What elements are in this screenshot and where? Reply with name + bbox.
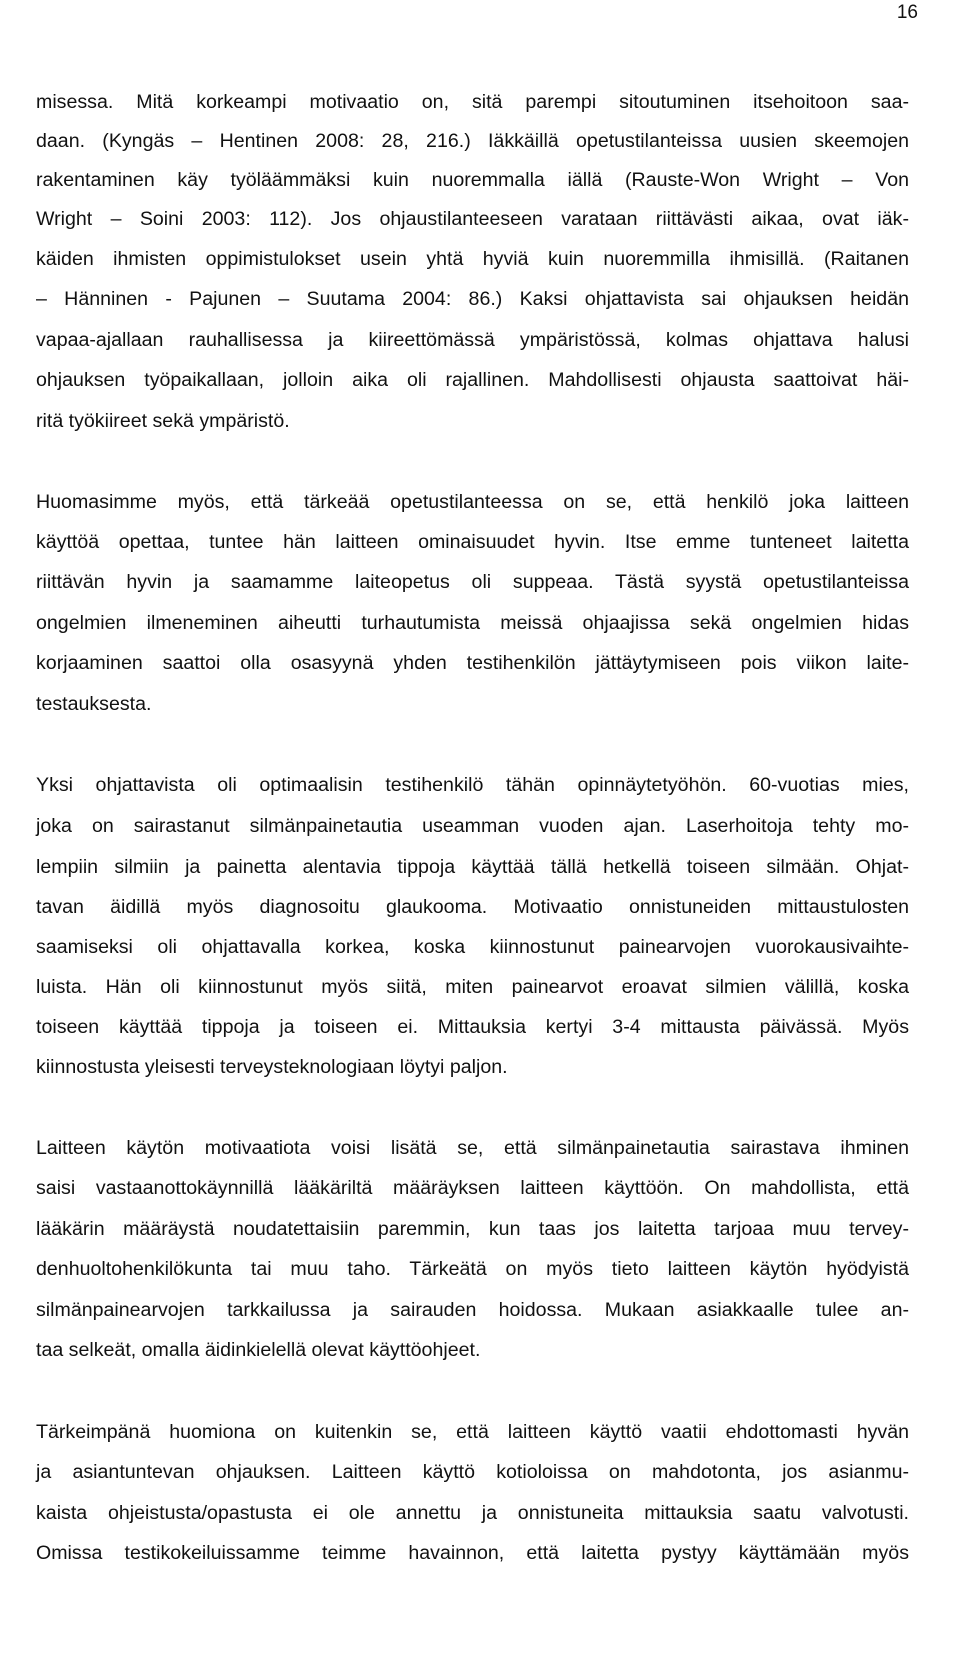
paragraph-3-line-7: toiseen käyttää tippoja ja toiseen ei. Mittauksia kertyi 3-4 mittausta päivässä. Myös — [36, 1016, 909, 1038]
paragraph-4-line-2: saisi vastaanottokäynnillä lääkäriltä määräyksen laitteen käyttöön. On mahdollista, että — [36, 1177, 909, 1199]
paragraph-5-line-3: kaista ohjeistusta/opastusta ei ole annettu ja onnistuneita mittauksia saatu valvotusti. — [36, 1502, 909, 1524]
paragraph-1-line-9: ritä työkiireet sekä ympäristö. — [36, 410, 290, 432]
paragraph-2-line-1: Huomasimme myös, että tärkeää opetustilanteessa on se, että henkilö joka laitteen — [36, 491, 909, 513]
paragraph-5-line-1: Tärkeimpänä huomiona on kuitenkin se, että laitteen käyttö vaatii ehdottomasti hyvän — [36, 1421, 909, 1443]
paragraph-1-line-7: vapaa-ajallaan rauhallisessa ja kiireettömässä ympäristössä, kolmas ohjattava halusi — [36, 329, 909, 351]
paragraph-4-line-3: lääkärin määräystä noudatettaisiin paremmin, kun taas jos laitetta tarjoaa muu tervey- — [36, 1218, 909, 1240]
paragraph-1-line-8: ohjauksen työpaikallaan, jolloin aika oli rajallinen. Mahdollisesti ohjausta saattoivat häi- — [36, 369, 909, 391]
paragraph-1-line-3: rakentaminen käy työläämmäksi kuin nuoremmalla iällä (Rauste-Won Wright – Von — [36, 169, 909, 191]
paragraph-2-line-5: korjaaminen saattoi olla osasyynä yhden testihenkilön jättäytymiseen pois viikon laite- — [36, 652, 909, 674]
paragraph-3-line-4: tavan äidillä myös diagnosoitu glaukooma. Motivaatio onnistuneiden mittaustulosten — [36, 896, 909, 918]
paragraph-2-line-2: käyttöä opettaa, tuntee hän laitteen ominaisuudet hyvin. Itse emme tunteneet laitetta — [36, 531, 909, 553]
paragraph-3-line-8: kiinnostusta yleisesti terveysteknologiaan löytyi paljon. — [36, 1056, 508, 1078]
paragraph-4-line-1: Laitteen käytön motivaatiota voisi lisätä se, että silmänpainetautia sairastava ihminen — [36, 1137, 909, 1159]
paragraph-3-line-6: luista. Hän oli kiinnostunut myös siitä, miten painearvot eroavat silmien välillä, koska — [36, 976, 909, 998]
paragraph-3-line-2: joka on sairastanut silmänpainetautia useamman vuoden ajan. Laserhoitoja tehty mo- — [36, 815, 909, 837]
paragraph-2-line-4: ongelmien ilmeneminen aiheutti turhautumista meissä ohjaajissa sekä ongelmien hidas — [36, 612, 909, 634]
paragraph-3-line-5: saamiseksi oli ohjattavalla korkea, koska kiinnostunut painearvojen vuorokausivaihte- — [36, 936, 909, 958]
paragraph-5-line-2: ja asiantuntevan ohjauksen. Laitteen käyttö kotioloissa on mahdotonta, jos asianmu- — [36, 1461, 909, 1483]
paragraph-4-line-6: taa selkeät, omalla äidinkielellä olevat käyttöohjeet. — [36, 1339, 481, 1361]
paragraph-5-line-4: Omissa testikokeiluissamme teimme havainnon, että laitetta pystyy käyttämään myös — [36, 1542, 909, 1564]
paragraph-1-line-5: käiden ihmisten oppimistulokset usein yhtä hyviä kuin nuoremmilla ihmisillä. (Raitanen — [36, 248, 909, 270]
paragraph-1-line-6: – Hänninen - Pajunen – Suutama 2004: 86.) Kaksi ohjattavista sai ohjauksen heidän — [36, 288, 909, 310]
paragraph-1-line-2: daan. (Kyngäs – Hentinen 2008: 28, 216.) Iäkkäillä opetustilanteissa uusien skeemojen — [36, 130, 909, 152]
paragraph-3-line-3: lempiin silmiin ja painetta alentavia tippoja käyttää tällä hetkellä toiseen silmään. Ohjat- — [36, 856, 909, 878]
paragraph-1-line-1: misessa. Mitä korkeampi motivaatio on, sitä parempi sitoutuminen itsehoitoon saa- — [36, 91, 909, 113]
paragraph-1-line-4: Wright – Soini 2003: 112). Jos ohjaustilanteeseen varataan riittävästi aikaa, ovat iäk- — [36, 208, 909, 230]
paragraph-3-line-1: Yksi ohjattavista oli optimaalisin testihenkilö tähän opinnäytetyöhön. 60-vuotias mies, — [36, 774, 909, 796]
paragraph-2-line-6: testauksesta. — [36, 693, 152, 715]
page-number: 16 — [896, 2, 918, 23]
paragraph-2-line-3: riittävän hyvin ja saamamme laiteopetus oli suppeaa. Tästä syystä opetustilanteissa — [36, 571, 909, 593]
paragraph-4-line-4: denhuoltohenkilökunta tai muu taho. Tärkeätä on myös tieto laitteen käytön hyödyistä — [36, 1258, 909, 1280]
paragraph-4-line-5: silmänpainearvojen tarkkailussa ja sairauden hoidossa. Mukaan asiakkaalle tulee an- — [36, 1299, 909, 1321]
